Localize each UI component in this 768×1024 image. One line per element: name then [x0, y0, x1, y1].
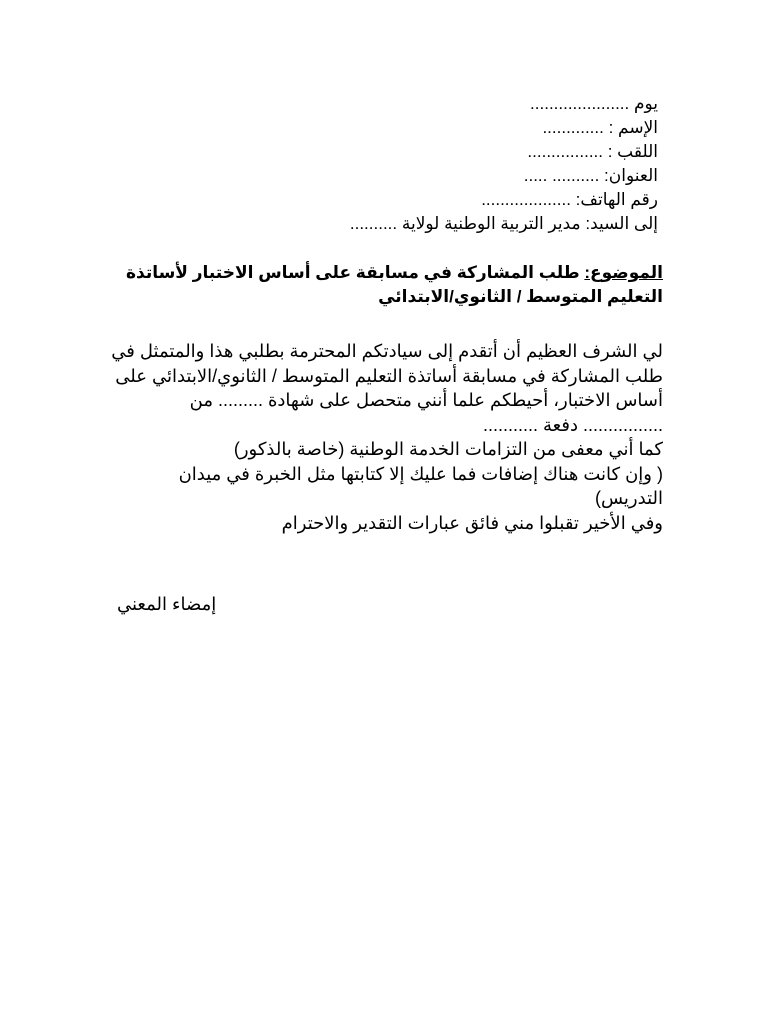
body-line: لي الشرف العظيم أن أتقدم إلى سيادتكم المحترمة بطلبي هذا والمتمثل في [111, 341, 663, 361]
name-field: الإسم : ............. [542, 118, 658, 137]
body-line: كما أني معفى من التزامات الخدمة الوطنية (خاصة بالذكور) [233, 439, 663, 459]
recipient-line: إلى السيد: مدير التربية الوطنية لولاية .......... [349, 214, 658, 233]
letter-body [111, 339, 663, 535]
signature-label: إمضاء المعني [117, 594, 217, 614]
address-field: العنوان: .......... ..... [523, 166, 658, 185]
body-line: طلب المشاركة في مسابقة أساتذة التعليم المتوسط / الثانوي/الابتدائي على [115, 365, 663, 386]
phone-field: رقم الهاتف: ................... [481, 190, 658, 209]
body-line: وفي الأخير تقبلوا مني فائق عبارات التقدير والاحترام [281, 512, 663, 533]
body-line: ( وإن كانت هناك إضافات فما عليك إلا كتابتها مثل الخبرة في ميدان [178, 463, 663, 484]
subject-text: طلب المشاركة في مسابقة على أساس الاختبار لأساتذة [125, 263, 585, 282]
subject-label: الموضوع: [584, 263, 663, 282]
letter-header [350, 92, 658, 236]
body-line: التدريس) [594, 488, 663, 508]
subject-line-2: التعليم المتوسط / الثانوي/الابتدائي [378, 287, 663, 306]
body-line: ................ دفعة ........... [483, 414, 663, 435]
day-field: يوم ..................... [530, 94, 658, 113]
subject-line-1 [126, 261, 663, 285]
body-line: أساس الاختبار، أحيطكم علما أنني متحصل على شهادة ......... من [189, 390, 663, 410]
subject-section [126, 261, 663, 309]
surname-field: اللقب : ................ [527, 142, 658, 161]
